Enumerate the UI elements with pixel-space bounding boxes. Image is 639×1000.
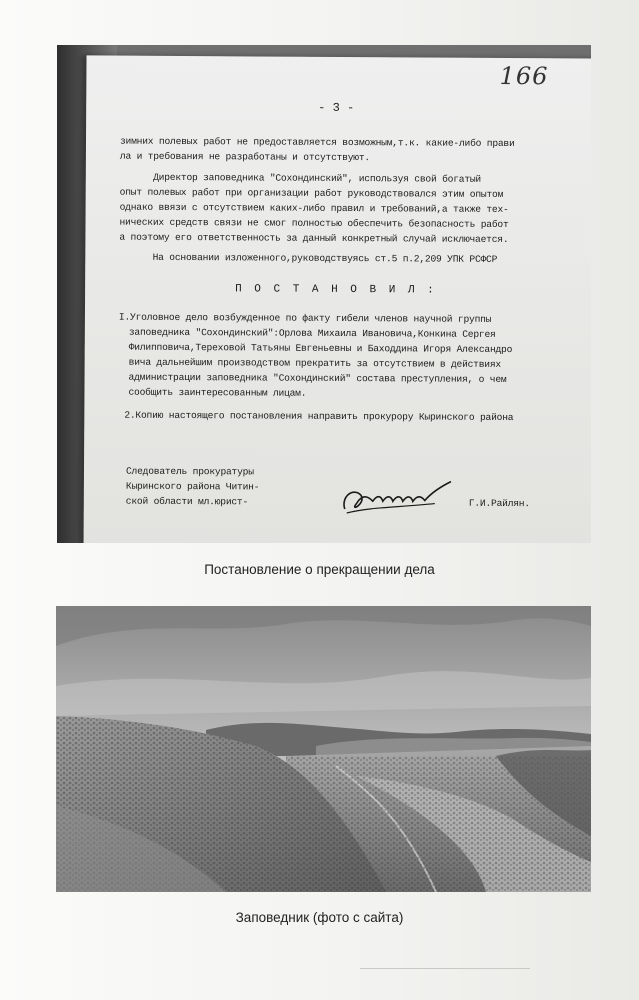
document-line: Директор заповедника "Сохондинский", используя свой богатый xyxy=(119,171,482,185)
footer-rule xyxy=(360,968,530,969)
document-item-line: I.Уголовное дело возбужденное по факту гибели членов научной группы xyxy=(118,311,492,325)
document-line: а поэтому его ответственность за данный конкретный случай исключается. xyxy=(119,231,509,245)
document-sheet xyxy=(83,55,591,543)
document-item-line: вича дальнейшим производством прекратить за отсутствием в действиях xyxy=(128,356,502,370)
document-item-line: администрации заповедника "Сохондинский" состава преступления, о чем xyxy=(128,371,507,385)
signatory-line: Кыринского района Читин- xyxy=(125,480,260,493)
handwritten-signature xyxy=(339,467,459,528)
handwritten-page-number: 166 xyxy=(499,61,549,91)
signatory-line: ской области мл.юрист- xyxy=(125,495,249,508)
document-line: нических средств связи не смог полностью обеспечить безопасность работ xyxy=(119,216,509,230)
document-item-line: 2.Копию настоящего постановления направить прокурору Кыринского района xyxy=(124,409,514,424)
signatory-line: Следователь прокуратуры xyxy=(125,465,254,478)
document-item-line: сообщить заинтересованным лицам. xyxy=(128,386,307,399)
document-caption: Постановление о прекращении дела xyxy=(204,562,435,577)
scanned-document-image xyxy=(57,45,591,543)
signatory-name: Г.И.Райлян. xyxy=(468,497,530,510)
document-line: зимних полевых работ не предоставляется возможным,т.к. какие-либо прави xyxy=(119,135,515,150)
document-line: ла и требования не разработаны и отсутствуют. xyxy=(119,150,371,164)
document-item-line: Филипповича,Тереховой Татьяны Евгеньевны и Баходдина Игоря Александро xyxy=(128,341,513,356)
document-page-number: - 3 - xyxy=(318,100,355,116)
document-item-line: заповедника "Сохондинский":Орлова Михаила Ивановича,Конкина Сергея xyxy=(128,326,496,340)
document-line: опыт полевых работ при организации работ руководствовался этим опытом xyxy=(119,186,504,200)
nature-reserve-photo xyxy=(56,606,591,892)
document-line: На основании изложенного,руководствуясь ст.5 п.2,209 УПК РСФСР xyxy=(119,251,498,265)
document-line: однако ввязи с отсутствием каких-либо правил и требований,а также тех- xyxy=(119,201,509,215)
document-heading: П О С Т А Н О В И Л : xyxy=(235,283,437,297)
photo-caption: Заповедник (фото с сайта) xyxy=(235,910,404,925)
